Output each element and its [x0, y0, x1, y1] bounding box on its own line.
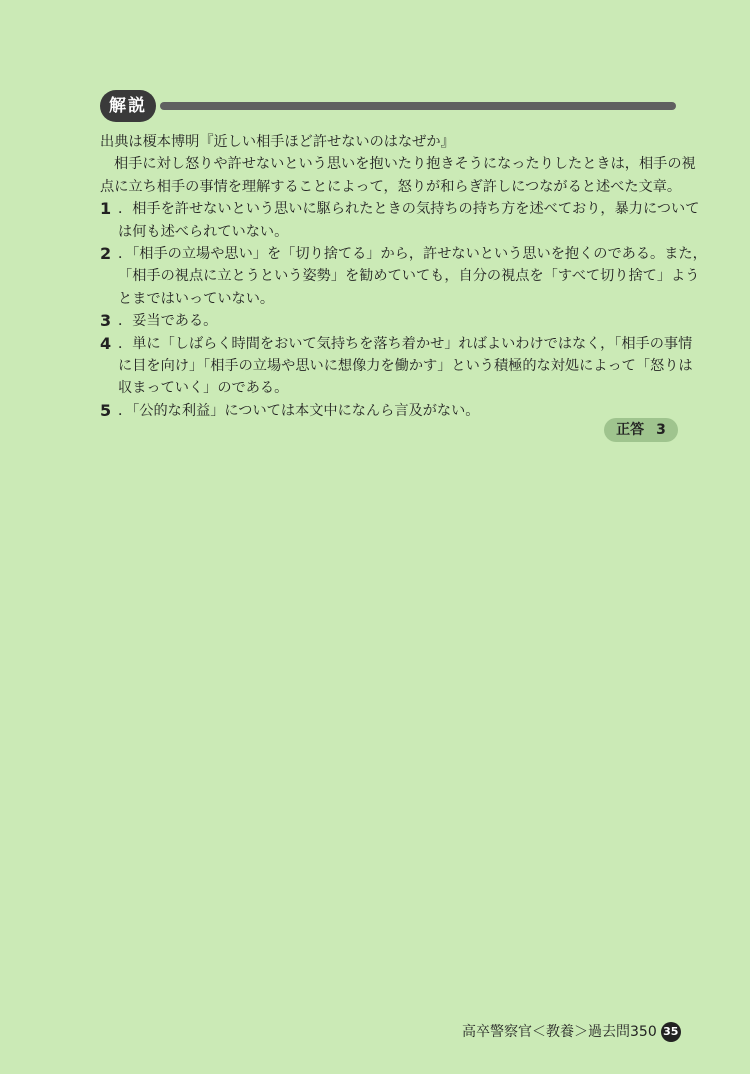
source-citation: 出典は榎本博明『近しい相手ほど許せないのはなぜか』: [100, 134, 455, 150]
choice-line: 「相手の視点に立とうという姿勢」を勧めていても，自分の視点を「すべて切り捨て」よう: [118, 268, 700, 285]
choice-item-3: [100, 310, 680, 332]
choice-item-4: [100, 333, 693, 400]
answer-label: 正答: [616, 422, 645, 438]
section-header: [100, 90, 678, 122]
choice-item-5: [100, 400, 680, 422]
choice-line: ．「相手の立場や思い」を「切り捨てる」から，許せないという思いを抱くのである。また，: [118, 246, 707, 263]
choice-line: ．単に「しばらく時間をおいて気持ちを落ち着かせ」ればよいわけではなく，「相手の事情: [118, 335, 693, 352]
explanation-body: [100, 131, 707, 422]
choice-line: とまではいっていない。: [118, 290, 275, 307]
choice-item-1: [100, 198, 700, 243]
choice-item-2: [100, 243, 707, 310]
choice-line: ．「公的な利益」については本文中になんら言及がない。: [118, 402, 480, 419]
explanation-badge: 解説: [100, 90, 156, 122]
choice-number: 1: [100, 199, 112, 219]
book-title: 高卒警察官＜教養＞過去問350: [462, 1024, 657, 1040]
choice-line: ．相手を許せないという思いに駆られたときの気持ちの持ち方を述べており，暴力について: [118, 201, 700, 218]
page-footer: [462, 1020, 681, 1044]
choice-line: ．妥当である。: [118, 313, 218, 330]
choice-line: 収まっていく」のである。: [118, 380, 289, 397]
choice-line: は何も述べられていない。: [118, 223, 289, 240]
choice-line: に目を向け」「相手の立場や思いに想像力を働かす」という積極的な対処によって「怒りは: [118, 358, 693, 375]
choice-number: 3: [100, 311, 112, 331]
choice-number: 5: [100, 400, 112, 420]
choice-number: 2: [100, 244, 112, 264]
header-rule: [160, 102, 676, 110]
page-number: 35: [661, 1022, 681, 1042]
summary-line-1: 相手に対し怒りや許せないという思いを抱いたり抱きそうになったりしたときは，相手の視: [114, 156, 696, 173]
summary-line-2: 点に立ち相手の事情を理解することによって，怒りが和らぎ許しにつながると述べた文章。: [100, 178, 682, 195]
correct-answer-badge: [604, 418, 678, 442]
choice-number: 4: [100, 333, 112, 353]
answer-value: 3: [656, 422, 666, 438]
